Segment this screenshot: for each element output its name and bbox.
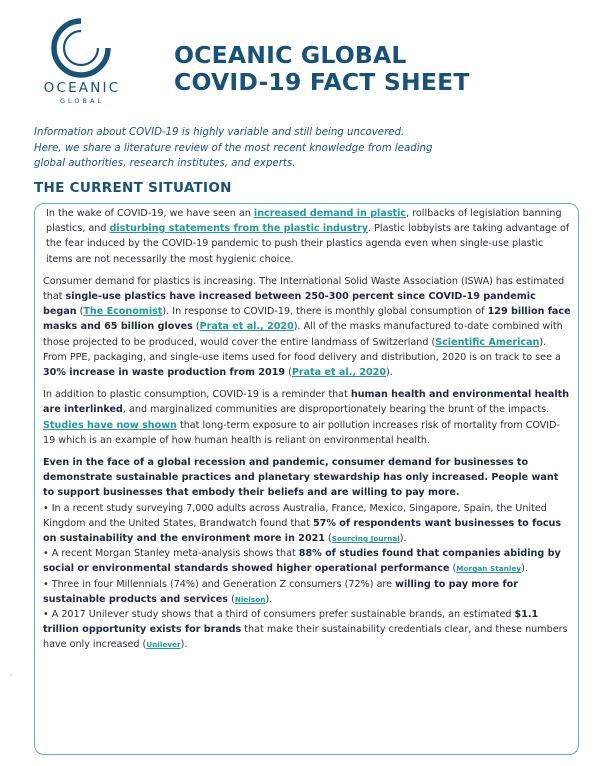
bullet-brandwatch: • In a recent study surveying 7,000 adults across Australia, France, Mexico, Singapore, Spain, the United Kingdom and the United States, Brandwatch found that 57% of respondents want businesses to focus on sustainability and the environment more in 2021 (Sourcing Journal). xyxy=(43,502,562,545)
paragraph-sustainability-demand: Even in the face of a global recession and pandemic, consumer demand for businesses to demonstrate sustainable practices and planetary stewardship has only increased. People want to support businesses that embody their beliefs and are willing to pay more. xyxy=(43,457,559,499)
link-the-economist[interactable]: The Economist xyxy=(83,306,163,318)
link-prata-2020-b[interactable]: Prata et al., 2020 xyxy=(291,367,387,379)
paragraph-consumer-demand: Consumer demand for plastics is increasing. The International Solid Waste Association (ISWA) has estimated that single-use plastics have increased between 250-300 percent since COVID-19 pandemic began (The Economist). In response to COVID-19, there is monthly global consumption of 129 billion face masks and 65 billion gloves (Prata et al., 2020). All of the masks manufactured to-date combined with those projected to be produced, would cover the entire landmass of Switzerland (Scientific American). From PPE, packaging, and single-use items used for food delivery and distribution, 2020 is on track to see a 30% increase in waste production from 2019 (Prata et al., 2020). xyxy=(43,275,571,379)
intro-line-1: Information about COVID-19 is highly variable and still being uncovered. xyxy=(34,127,405,138)
title-line-1: OCEANIC GLOBAL xyxy=(174,41,407,69)
link-increased-demand[interactable]: increased demand in plastic xyxy=(253,208,407,219)
link-unilever[interactable]: Unilever xyxy=(146,640,181,650)
paragraph-plastic-rollbacks: In the wake of COVID-19, we have seen an increased demand in plastic, rollbacks of legislation banning plastics, and disturbing statements from the plastic industry. Plastic lobbyists are taking advantage of the fear induced by the COVID-19 pandemic to push their plastics agenda even when single-use plastic items are not necessarily the most hygienic choice. xyxy=(46,208,570,265)
bullet-millennials: • Three in four Millennials (74%) and Generation Z consumers (72%) are willing to pay more for sustainable products and services (Nielson). xyxy=(43,578,518,605)
link-sourcing-journal[interactable]: Sourcing Journal xyxy=(331,534,400,544)
brand-subtitle: GLOBAL xyxy=(59,97,105,105)
oceanic-logo-icon xyxy=(50,17,112,79)
content-body xyxy=(43,206,571,653)
paragraph-health-links: In addition to plastic consumption, COVID-19 is a reminder that human health and environmental health are interlinked, and marginalized communities are disproportionately bearing the brunt of the impacts. Studies have now shown that long-term exposure to air pollution increases risk of mortality from COVID-19 which is an example of how human health is reliant on environmental health. xyxy=(43,389,570,446)
link-studies-have-shown[interactable]: Studies have now shown xyxy=(43,419,177,431)
intro-line-3: global authorities, research institutes, and experts. xyxy=(34,158,296,169)
stray-mark: · xyxy=(10,671,13,680)
link-nielson[interactable]: Nielson xyxy=(234,594,266,604)
link-scientific-american[interactable]: Scientific American xyxy=(435,336,540,348)
intro-line-2: Here, we share a literature review of the most recent knowledge from leading xyxy=(34,142,433,154)
link-morgan-stanley[interactable]: Morgan Stanley xyxy=(456,564,522,574)
bullet-morgan-stanley: • A recent Morgan Stanley meta-analysis shows that 88% of studies found that companies abiding by social or environmental standards showed higher operational performance (Morgan Stanley). xyxy=(43,548,561,575)
link-plastic-industry-statements[interactable]: disturbing statements from the plastic industry xyxy=(109,223,369,235)
brand-name: OCEANIC xyxy=(43,80,121,96)
link-prata-2020-a[interactable]: Prata et al., 2020 xyxy=(199,321,294,333)
bullet-unilever: • A 2017 Unilever study shows that a third of consumers prefer sustainable brands, an estimated $1.1 trillion opportunity exists for brands that make their sustainability credentials clear, and these numbers have only increased (Unilever). xyxy=(43,609,568,651)
intro-text xyxy=(34,125,579,172)
page-title xyxy=(174,42,470,96)
section-heading: THE CURRENT SITUATION xyxy=(34,180,232,196)
title-line-2: COVID-19 FACT SHEET xyxy=(174,68,470,96)
